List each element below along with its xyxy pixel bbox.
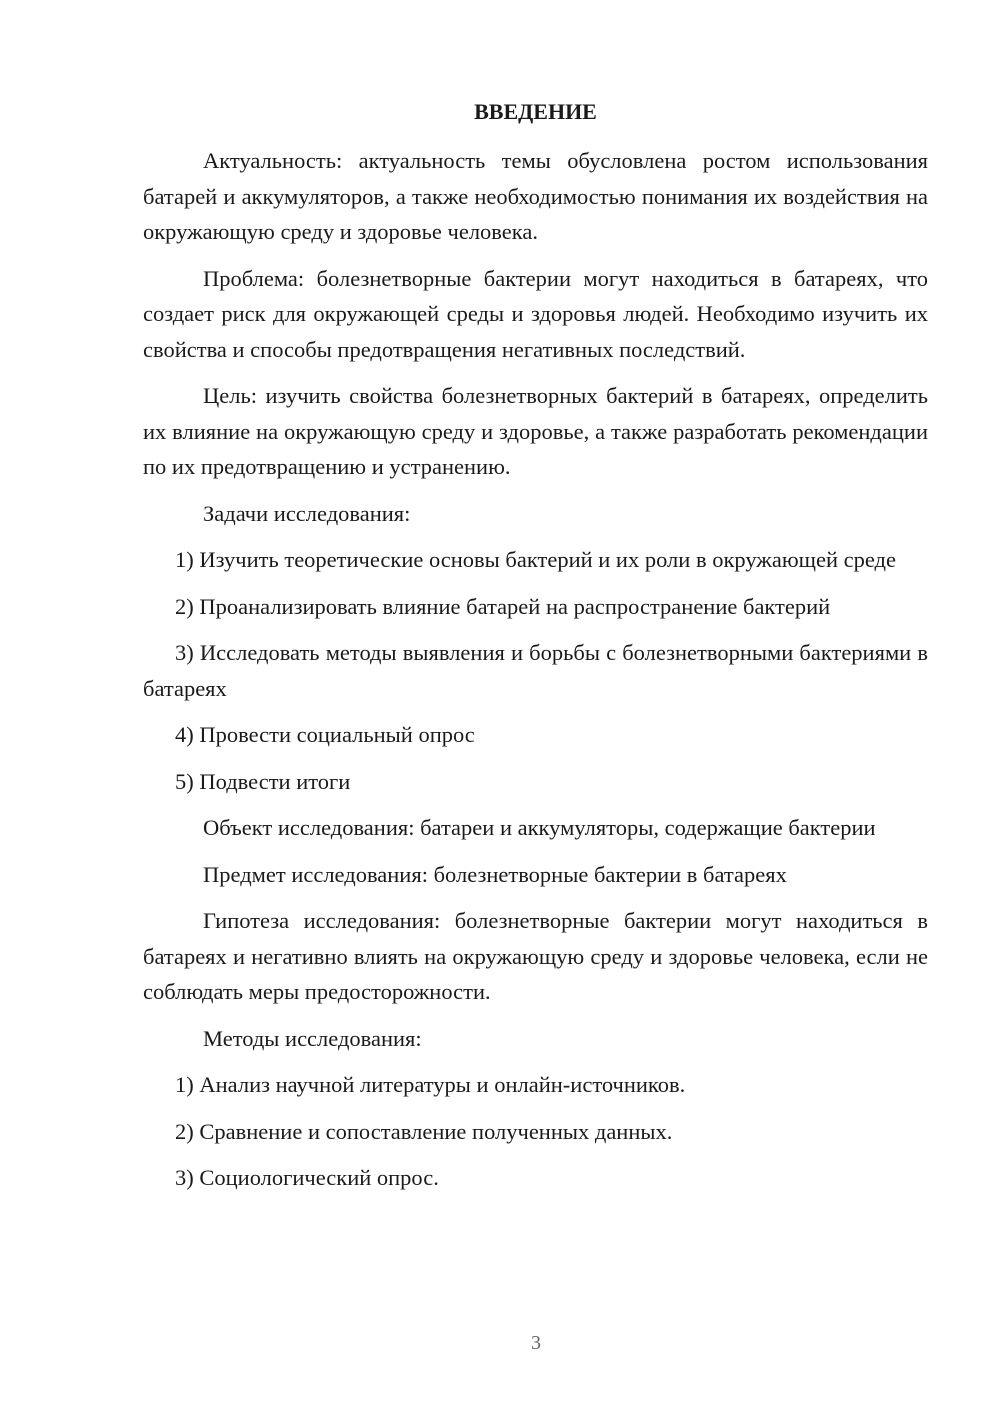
document-body: [143, 94, 928, 1207]
section-title: ВВЕДЕНИЕ: [474, 99, 597, 124]
problem-paragraph: Проблема: болезнетворные бактерии могут находиться в батареях, что создает риск для окружающей среды и здоровья людей. Необходимо изучить их свойства и способы предотвращения негативных последствий.: [143, 265, 928, 362]
task-item: 4) Провести социальный опрос: [175, 722, 475, 747]
task-item: 3) Исследовать методы выявления и борьбы с болезнетворными бактериями в батареях: [143, 640, 928, 701]
page-number: 3: [531, 1332, 541, 1354]
object-paragraph: Объект исследования: батареи и аккумуляторы, содержащие бактерии: [203, 815, 876, 840]
methods-heading: Методы исследования:: [203, 1025, 422, 1051]
tasks-heading: Задачи исследования:: [203, 500, 411, 526]
task-item: 2) Проанализировать влияние батарей на распространение бактерий: [175, 593, 831, 619]
method-item: 2) Сравнение и сопоставление полученных данных.: [175, 1118, 673, 1144]
relevance-paragraph: Актуальность: актуальность темы обусловлена ростом использования батарей и аккумуляторов, а также необходимостью понимания их воздействия на окружающую среду и здоровье человека.: [143, 148, 928, 244]
subject-paragraph: Предмет исследования: болезнетворные бактерии в батареях: [203, 861, 787, 887]
method-item: 1) Анализ научной литературы и онлайн-источников.: [175, 1072, 686, 1097]
task-item: 5) Подвести итоги: [175, 768, 351, 794]
task-item: 1) Изучить теоретические основы бактерий и их роли в окружающей среде: [175, 547, 896, 572]
method-item: 3) Социологический опрос.: [175, 1165, 439, 1190]
goal-paragraph: Цель: изучить свойства болезнетворных бактерий в батареях, определить их влияние на окружающую среду и здоровье, а также разработать рекомендации по их предотвращению и устранению.: [143, 383, 928, 479]
hypothesis-paragraph: Гипотеза исследования: болезнетворные бактерии могут находиться в батареях и негативно влиять на окружающую среду и здоровье человека, если не соблюдать меры предосторожности.: [143, 908, 928, 1004]
